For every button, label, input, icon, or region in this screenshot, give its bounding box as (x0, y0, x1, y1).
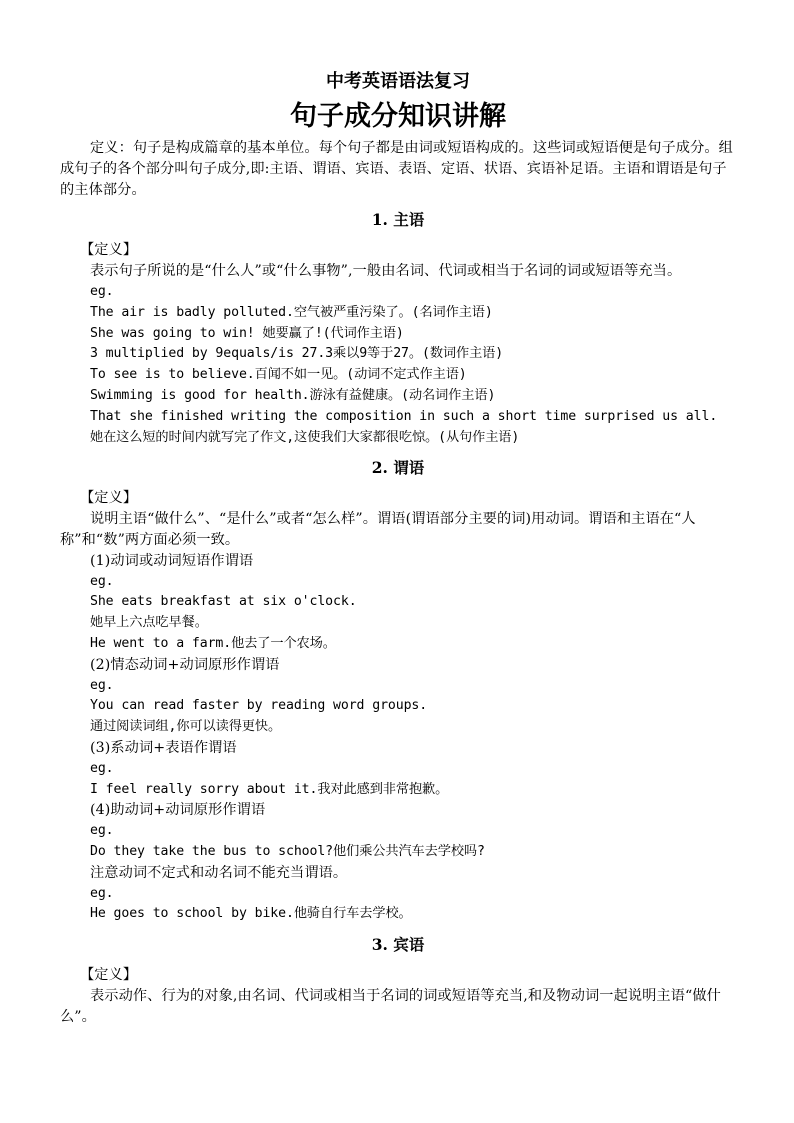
predicate-line: 注意动词不定式和动名词不能充当谓语。 (90, 864, 348, 881)
predicate-line: She eats breakfast at six o'clock. (90, 594, 357, 610)
example-line: Swimming is good for health.游泳有益健康。(动名词作主语) (90, 387, 496, 403)
example-line: The air is badly polluted.空气被严重污染了。(名词作主语) (90, 304, 493, 320)
section-heading-predicate: 2. 谓语 (371, 458, 425, 478)
predicate-line: 她早上六点吃早餐。 (90, 615, 208, 631)
predicate-line: (1)动词或动词短语作谓语 (90, 552, 254, 569)
section-heading-object: 3. 宾语 (371, 935, 425, 955)
definition-tag: 【定义】 (80, 490, 138, 507)
predicate-line: 通过阅读词组,你可以读得更快。 (90, 719, 282, 735)
example-line: That she finished writing the composition in such a short time surprised us all. (90, 408, 718, 424)
definition-tag: 【定义】 (80, 242, 138, 259)
predicate-line: He went to a farm.他去了一个农场。 (90, 635, 336, 651)
predicate-line: (3)系动词+表语作谓语 (90, 739, 237, 756)
intro-paragraph: 定义：句子是构成篇章的基本单位。每个句子都是由词或短语构成的。这些词或短语便是句子成分。组成句子的各个部分叫句子成分,即:主语、谓语、宾语、表语、定语、状语、宾语补足语。主语和谓语是句子的主体部分。 (60, 140, 733, 198)
object-definition: 表示动作、行为的对象,由名词、代词或相当于名词的词或短语等充当,和及物动词一起说明主语“做什么”。 (60, 987, 721, 1025)
predicate-line: eg. (90, 573, 114, 589)
predicate-line: eg. (90, 760, 114, 776)
subject-definition: 表示句子所说的是“什么人”或“什么事物”,一般由名词、代词或相当于名词的词或短语等充当。 (90, 263, 682, 280)
example-line: 她在这么短的时间内就写完了作文,这使我们大家都很吃惊。(从句作主语) (90, 429, 520, 445)
predicate-line: eg. (90, 885, 114, 901)
predicate-line: (4)助动词+动词原形作谓语 (90, 802, 266, 819)
predicate-line: I feel really sorry about it.我对此感到非常抱歉。 (90, 781, 449, 797)
predicate-line: He goes to school by bike.他骑自行车去学校。 (90, 906, 412, 922)
predicate-line: eg. (90, 677, 114, 693)
eg-label: eg. (90, 283, 114, 299)
predicate-definition: 说明主语“做什么”、“是什么”或者“怎么样”。谓语(谓语部分主要的词)用动词。谓语和主语在“人称”和“数”两方面必须一致。 (60, 511, 696, 548)
predicate-line: Do they take the bus to school?他们乘公共汽车去学校吗? (90, 843, 485, 859)
document-subtitle: 中考英语语法复习 (326, 71, 470, 92)
document-page (60, 68, 736, 1027)
predicate-line: eg. (90, 823, 114, 839)
definition-tag: 【定义】 (80, 967, 138, 984)
predicate-line: You can read faster by reading word groups. (90, 698, 428, 714)
example-line: 3 multiplied by 9equals/is 27.3乘以9等于27。(数词作主语) (90, 346, 504, 362)
document-title: 句子成分知识讲解 (290, 101, 506, 132)
predicate-line: (2)情态动词+动词原形作谓语 (90, 656, 280, 673)
section-heading-subject: 1. 主语 (371, 210, 425, 230)
example-line: To see is to believe.百闻不如一见。(动词不定式作主语) (90, 367, 467, 383)
example-line: She was going to win! 她要赢了!(代词作主语) (90, 325, 404, 341)
